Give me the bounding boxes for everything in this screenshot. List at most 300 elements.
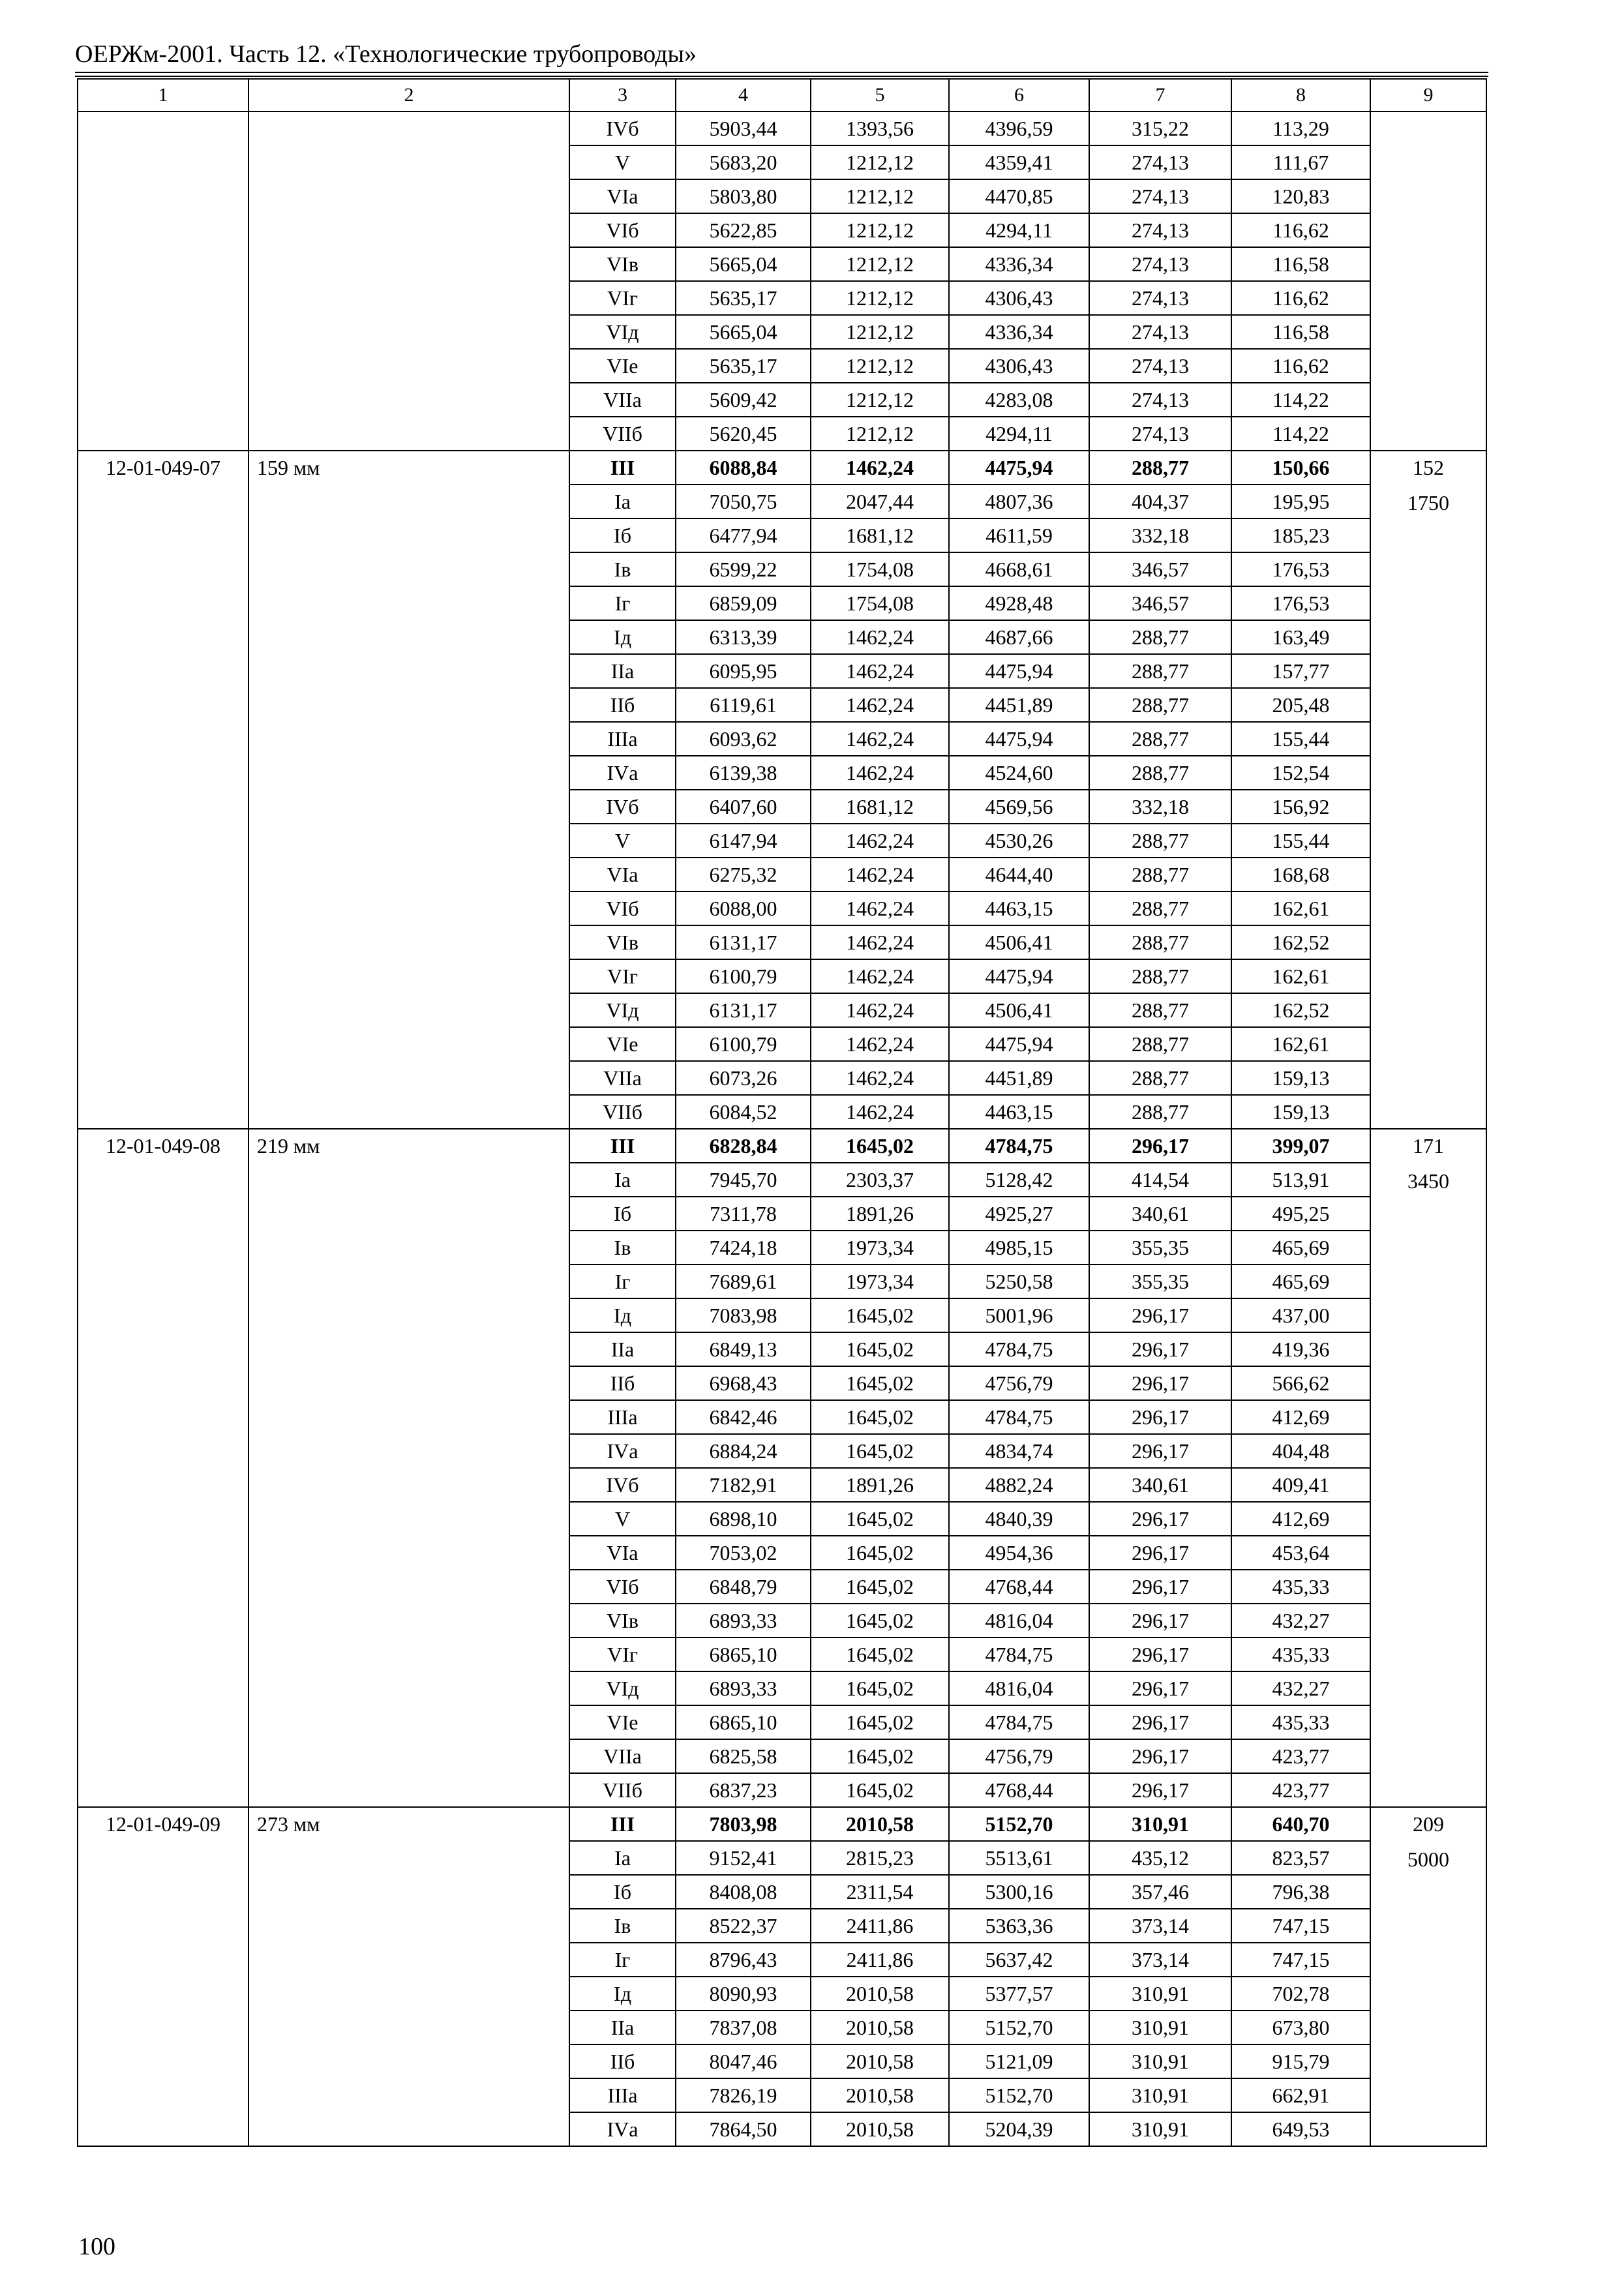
extra-cell [1370, 112, 1486, 451]
value-cell: 162,61 [1231, 1027, 1370, 1061]
value-cell: 162,52 [1231, 993, 1370, 1027]
extra-value: 152 [1413, 456, 1444, 479]
value-cell: Iд [569, 620, 676, 654]
value-cell: 5903,44 [676, 112, 811, 145]
value-cell: 495,25 [1231, 1197, 1370, 1231]
value-cell: 414,54 [1089, 1163, 1231, 1197]
value-cell: Iа [569, 485, 676, 518]
value-cell: VIд [569, 1671, 676, 1705]
value-cell: 5204,39 [949, 2112, 1089, 2146]
value-cell: 114,22 [1231, 417, 1370, 451]
value-cell: VIа [569, 179, 676, 213]
value-cell: 1212,12 [811, 349, 949, 383]
value-cell: 4506,41 [949, 925, 1089, 959]
value-cell: 404,48 [1231, 1434, 1370, 1468]
value-cell: 1645,02 [811, 1638, 949, 1671]
value-cell: 435,33 [1231, 1638, 1370, 1671]
value-cell: Iб [569, 518, 676, 552]
value-cell: 332,18 [1089, 518, 1231, 552]
value-cell: 296,17 [1089, 1298, 1231, 1332]
value-cell: V [569, 824, 676, 858]
value-cell: 1462,24 [811, 722, 949, 756]
value-cell: 4784,75 [949, 1638, 1089, 1671]
value-cell: 4396,59 [949, 112, 1089, 145]
value-cell: 7424,18 [676, 1231, 811, 1264]
value-cell: 162,61 [1231, 959, 1370, 993]
value-cell: 1681,12 [811, 518, 949, 552]
rate-code: 12-01-049-07 [78, 451, 248, 1129]
value-cell: 163,49 [1231, 620, 1370, 654]
value-cell: 152,54 [1231, 756, 1370, 790]
page-number: 100 [78, 2233, 115, 2260]
value-cell: 4807,36 [949, 485, 1089, 518]
value-cell: 702,78 [1231, 1977, 1370, 2011]
value-cell: 1645,02 [811, 1129, 949, 1163]
value-cell: 195,95 [1231, 485, 1370, 518]
name-cell [248, 112, 569, 451]
value-cell: 310,91 [1089, 1807, 1231, 1841]
value-cell: 185,23 [1231, 518, 1370, 552]
value-cell: 5128,42 [949, 1163, 1089, 1197]
value-cell: 7311,78 [676, 1197, 811, 1231]
value-cell: 159,13 [1231, 1095, 1370, 1129]
page-header: ОЕРЖм-2001. Часть 12. «Технологические трубопроводы» [75, 40, 697, 68]
value-cell: 176,53 [1231, 552, 1370, 586]
value-cell: 4451,89 [949, 1061, 1089, 1095]
value-cell: 649,53 [1231, 2112, 1370, 2146]
value-cell: VIг [569, 959, 676, 993]
value-cell: 155,44 [1231, 722, 1370, 756]
table-row [78, 451, 1486, 485]
column-header: 6 [949, 79, 1089, 112]
value-cell: 4768,44 [949, 1773, 1089, 1807]
value-cell: 465,69 [1231, 1264, 1370, 1298]
value-cell: 8408,08 [676, 1875, 811, 1909]
value-cell: 296,17 [1089, 1604, 1231, 1638]
value-cell: 4816,04 [949, 1604, 1089, 1638]
value-cell: 747,15 [1231, 1909, 1370, 1943]
value-cell: 4928,48 [949, 586, 1089, 620]
value-cell: 4784,75 [949, 1332, 1089, 1366]
extra-cell [1370, 1129, 1486, 1807]
value-cell: 355,35 [1089, 1264, 1231, 1298]
value-cell: 9152,41 [676, 1841, 811, 1875]
value-cell: 373,14 [1089, 1909, 1231, 1943]
value-cell: 332,18 [1089, 790, 1231, 824]
value-cell: 274,13 [1089, 213, 1231, 247]
value-cell: 1645,02 [811, 1434, 949, 1468]
value-cell: VIIб [569, 1095, 676, 1129]
value-cell: 4985,15 [949, 1231, 1089, 1264]
value-cell: 1462,24 [811, 824, 949, 858]
value-cell: 2010,58 [811, 2078, 949, 2112]
value-cell: 1212,12 [811, 315, 949, 349]
code-cell [78, 112, 248, 451]
value-cell: 747,15 [1231, 1943, 1370, 1977]
value-cell: 673,80 [1231, 2011, 1370, 2044]
value-cell: 274,13 [1089, 417, 1231, 451]
value-cell: 373,14 [1089, 1943, 1231, 1977]
value-cell: 150,66 [1231, 451, 1370, 485]
rate-code: 12-01-049-08 [78, 1129, 248, 1807]
value-cell: 4611,59 [949, 518, 1089, 552]
value-cell: 5609,42 [676, 383, 811, 417]
value-cell: Iг [569, 1943, 676, 1977]
value-cell: 432,27 [1231, 1671, 1370, 1705]
value-cell: IIIа [569, 1400, 676, 1434]
value-cell: 419,36 [1231, 1332, 1370, 1366]
value-cell: 435,12 [1089, 1841, 1231, 1875]
value-cell: 346,57 [1089, 552, 1231, 586]
value-cell: 1645,02 [811, 1298, 949, 1332]
value-cell: VIIа [569, 1061, 676, 1095]
value-cell: 796,38 [1231, 1875, 1370, 1909]
value-cell: 1212,12 [811, 213, 949, 247]
value-cell: 6313,39 [676, 620, 811, 654]
column-header: 2 [248, 79, 569, 112]
column-header: 3 [569, 79, 676, 112]
value-cell: 513,91 [1231, 1163, 1370, 1197]
value-cell: Iг [569, 586, 676, 620]
value-cell: 6084,52 [676, 1095, 811, 1129]
value-cell: 1462,24 [811, 688, 949, 722]
value-cell: VIIб [569, 1773, 676, 1807]
value-cell: 6073,26 [676, 1061, 811, 1095]
value-cell: 114,22 [1231, 383, 1370, 417]
value-cell: 274,13 [1089, 179, 1231, 213]
value-cell: 4784,75 [949, 1400, 1089, 1434]
value-cell: 157,77 [1231, 654, 1370, 688]
value-cell: 423,77 [1231, 1773, 1370, 1807]
value-cell: IVа [569, 756, 676, 790]
value-cell: 4475,94 [949, 1027, 1089, 1061]
value-cell: 5622,85 [676, 213, 811, 247]
value-cell: 7803,98 [676, 1807, 811, 1841]
value-cell: 1645,02 [811, 1773, 949, 1807]
value-cell: 6093,62 [676, 722, 811, 756]
value-cell: 2010,58 [811, 2011, 949, 2044]
value-cell: 1212,12 [811, 247, 949, 281]
value-cell: 6842,46 [676, 1400, 811, 1434]
value-cell: 1681,12 [811, 790, 949, 824]
value-cell: 288,77 [1089, 959, 1231, 993]
value-cell: 2010,58 [811, 2044, 949, 2078]
value-cell: 288,77 [1089, 824, 1231, 858]
table-row [78, 1807, 1486, 1841]
value-cell: 4834,74 [949, 1434, 1089, 1468]
value-cell: IVа [569, 2112, 676, 2146]
value-cell: Iв [569, 1909, 676, 1943]
value-cell: V [569, 1502, 676, 1536]
value-cell: 6119,61 [676, 688, 811, 722]
value-cell: 1462,24 [811, 620, 949, 654]
value-cell: 2311,54 [811, 1875, 949, 1909]
value-cell: 5001,96 [949, 1298, 1089, 1332]
value-cell: 4644,40 [949, 858, 1089, 891]
value-cell: 404,37 [1089, 485, 1231, 518]
value-cell: 1462,24 [811, 1061, 949, 1095]
value-cell: 5513,61 [949, 1841, 1089, 1875]
value-cell: 1462,24 [811, 925, 949, 959]
value-cell: VIг [569, 1638, 676, 1671]
value-cell: 4756,79 [949, 1739, 1089, 1773]
value-cell: 2047,44 [811, 485, 949, 518]
value-cell: 5363,36 [949, 1909, 1089, 1943]
value-cell: 6898,10 [676, 1502, 811, 1536]
value-cell: 296,17 [1089, 1570, 1231, 1604]
value-cell: 4475,94 [949, 451, 1089, 485]
value-cell: 437,00 [1231, 1298, 1370, 1332]
value-cell: IVб [569, 790, 676, 824]
value-cell: 5665,04 [676, 315, 811, 349]
value-cell: 6893,33 [676, 1671, 811, 1705]
value-cell: Iг [569, 1264, 676, 1298]
value-cell: 159,13 [1231, 1061, 1370, 1095]
value-cell: 5250,58 [949, 1264, 1089, 1298]
value-cell: 4954,36 [949, 1536, 1089, 1570]
column-header: 1 [78, 79, 248, 112]
value-cell: 4768,44 [949, 1570, 1089, 1604]
column-header-row [78, 79, 1486, 112]
value-cell: 1645,02 [811, 1604, 949, 1638]
value-cell: VIг [569, 281, 676, 315]
value-cell: 116,58 [1231, 315, 1370, 349]
value-cell: 399,07 [1231, 1129, 1370, 1163]
value-cell: Iб [569, 1197, 676, 1231]
value-cell: IIа [569, 1332, 676, 1366]
value-cell: 6139,38 [676, 756, 811, 790]
value-cell: 116,62 [1231, 213, 1370, 247]
value-cell: 296,17 [1089, 1434, 1231, 1468]
value-cell: 7050,75 [676, 485, 811, 518]
value-cell: VIе [569, 1705, 676, 1739]
value-cell: 296,17 [1089, 1129, 1231, 1163]
value-cell: 465,69 [1231, 1231, 1370, 1264]
value-cell: 566,62 [1231, 1366, 1370, 1400]
value-cell: 274,13 [1089, 145, 1231, 179]
value-cell: 1462,24 [811, 1095, 949, 1129]
value-cell: 288,77 [1089, 722, 1231, 756]
value-cell: 2411,86 [811, 1943, 949, 1977]
value-cell: 296,17 [1089, 1739, 1231, 1773]
value-cell: 2010,58 [811, 1807, 949, 1841]
value-cell: 8090,93 [676, 1977, 811, 2011]
value-cell: 6865,10 [676, 1705, 811, 1739]
value-cell: 1645,02 [811, 1739, 949, 1773]
value-cell: 4336,34 [949, 247, 1089, 281]
value-cell: 1462,24 [811, 756, 949, 790]
value-cell: 288,77 [1089, 925, 1231, 959]
value-cell: 412,69 [1231, 1502, 1370, 1536]
value-cell: 7837,08 [676, 2011, 811, 2044]
value-cell: V [569, 145, 676, 179]
value-cell: VIв [569, 925, 676, 959]
rates-table [77, 78, 1487, 2147]
value-cell: 1645,02 [811, 1536, 949, 1570]
value-cell: Iд [569, 1298, 676, 1332]
value-cell: 296,17 [1089, 1705, 1231, 1739]
value-cell: 5665,04 [676, 247, 811, 281]
value-cell: 1212,12 [811, 383, 949, 417]
value-cell: 4840,39 [949, 1502, 1089, 1536]
value-cell: 288,77 [1089, 451, 1231, 485]
value-cell: IIа [569, 2011, 676, 2044]
value-cell: 1393,56 [811, 112, 949, 145]
value-cell: 6865,10 [676, 1638, 811, 1671]
value-cell: 288,77 [1089, 654, 1231, 688]
value-cell: 296,17 [1089, 1400, 1231, 1434]
value-cell: 1754,08 [811, 552, 949, 586]
value-cell: 288,77 [1089, 688, 1231, 722]
value-cell: VIIб [569, 417, 676, 451]
value-cell: 1462,24 [811, 891, 949, 925]
value-cell: III [569, 1129, 676, 1163]
value-cell: 4530,26 [949, 824, 1089, 858]
value-cell: 1462,24 [811, 654, 949, 688]
value-cell: 288,77 [1089, 1095, 1231, 1129]
extra-value: 1750 [1407, 491, 1449, 515]
pipe-diameter: 273 мм [248, 1807, 569, 2146]
value-cell: 4283,08 [949, 383, 1089, 417]
value-cell: 1462,24 [811, 1027, 949, 1061]
value-cell: 288,77 [1089, 620, 1231, 654]
value-cell: IIб [569, 2044, 676, 2078]
value-cell: 432,27 [1231, 1604, 1370, 1638]
value-cell: 5377,57 [949, 1977, 1089, 2011]
value-cell: 1462,24 [811, 959, 949, 993]
value-cell: 4306,43 [949, 349, 1089, 383]
value-cell: 1645,02 [811, 1366, 949, 1400]
value-cell: 1645,02 [811, 1502, 949, 1536]
value-cell: 6100,79 [676, 1027, 811, 1061]
value-cell: 915,79 [1231, 2044, 1370, 2078]
value-cell: 6131,17 [676, 993, 811, 1027]
value-cell: 4475,94 [949, 654, 1089, 688]
value-cell: 435,33 [1231, 1705, 1370, 1739]
value-cell: 116,62 [1231, 349, 1370, 383]
value-cell: 310,91 [1089, 1977, 1231, 2011]
value-cell: 8522,37 [676, 1909, 811, 1943]
value-cell: VIб [569, 213, 676, 247]
value-cell: 274,13 [1089, 349, 1231, 383]
value-cell: 5620,45 [676, 417, 811, 451]
value-cell: 6825,58 [676, 1739, 811, 1773]
value-cell: 296,17 [1089, 1366, 1231, 1400]
value-cell: IIIа [569, 722, 676, 756]
value-cell: 274,13 [1089, 247, 1231, 281]
value-cell: 6848,79 [676, 1570, 811, 1604]
value-cell: 1212,12 [811, 417, 949, 451]
value-cell: 1462,24 [811, 858, 949, 891]
value-cell: 1212,12 [811, 145, 949, 179]
value-cell: IIIа [569, 2078, 676, 2112]
value-cell: 435,33 [1231, 1570, 1370, 1604]
value-cell: 4784,75 [949, 1129, 1089, 1163]
value-cell: 6407,60 [676, 790, 811, 824]
table-row [78, 112, 1486, 145]
value-cell: 274,13 [1089, 281, 1231, 315]
value-cell: IVб [569, 1468, 676, 1502]
value-cell: 4451,89 [949, 688, 1089, 722]
value-cell: 315,22 [1089, 112, 1231, 145]
value-cell: 823,57 [1231, 1841, 1370, 1875]
value-cell: Iа [569, 1841, 676, 1875]
value-cell: 6599,22 [676, 552, 811, 586]
value-cell: 1212,12 [811, 281, 949, 315]
value-cell: 4463,15 [949, 1095, 1089, 1129]
value-cell: 4306,43 [949, 281, 1089, 315]
value-cell: 640,70 [1231, 1807, 1370, 1841]
value-cell: 4784,75 [949, 1705, 1089, 1739]
value-cell: 176,53 [1231, 586, 1370, 620]
value-cell: VIб [569, 1570, 676, 1604]
value-cell: 6088,84 [676, 451, 811, 485]
value-cell: VIб [569, 891, 676, 925]
value-cell: 357,46 [1089, 1875, 1231, 1909]
value-cell: 4882,24 [949, 1468, 1089, 1502]
value-cell: 2010,58 [811, 2112, 949, 2146]
column-header: 9 [1370, 79, 1486, 112]
value-cell: 205,48 [1231, 688, 1370, 722]
value-cell: VIIа [569, 1739, 676, 1773]
value-cell: 4359,41 [949, 145, 1089, 179]
value-cell: VIв [569, 247, 676, 281]
rate-code: 12-01-049-09 [78, 1807, 248, 2146]
value-cell: 453,64 [1231, 1536, 1370, 1570]
value-cell: 6088,00 [676, 891, 811, 925]
value-cell: 1645,02 [811, 1570, 949, 1604]
column-header: 8 [1231, 79, 1370, 112]
value-cell: VIд [569, 315, 676, 349]
value-cell: IIа [569, 654, 676, 688]
value-cell: 7945,70 [676, 1163, 811, 1197]
value-cell: 1462,24 [811, 451, 949, 485]
value-cell: 1645,02 [811, 1671, 949, 1705]
value-cell: 6131,17 [676, 925, 811, 959]
value-cell: 4463,15 [949, 891, 1089, 925]
value-cell: 409,41 [1231, 1468, 1370, 1502]
value-cell: III [569, 1807, 676, 1841]
value-cell: 1891,26 [811, 1468, 949, 1502]
value-cell: Iв [569, 1231, 676, 1264]
value-cell: 2010,58 [811, 1977, 949, 2011]
value-cell: 6884,24 [676, 1434, 811, 1468]
value-cell: VIе [569, 1027, 676, 1061]
value-cell: 6477,94 [676, 518, 811, 552]
value-cell: 7053,02 [676, 1536, 811, 1570]
value-cell: 6095,95 [676, 654, 811, 688]
header-rule [75, 76, 1488, 77]
value-cell: 4294,11 [949, 417, 1089, 451]
value-cell: 1973,34 [811, 1231, 949, 1264]
value-cell: 296,17 [1089, 1502, 1231, 1536]
value-cell: 6100,79 [676, 959, 811, 993]
value-cell: 5637,42 [949, 1943, 1089, 1977]
value-cell: 111,67 [1231, 145, 1370, 179]
value-cell: 5152,70 [949, 2011, 1089, 2044]
header-rule [75, 72, 1488, 73]
value-cell: 4816,04 [949, 1671, 1089, 1705]
value-cell: 155,44 [1231, 824, 1370, 858]
value-cell: 274,13 [1089, 383, 1231, 417]
value-cell: 7182,91 [676, 1468, 811, 1502]
value-cell: 2303,37 [811, 1163, 949, 1197]
value-cell: 6828,84 [676, 1129, 811, 1163]
value-cell: 7826,19 [676, 2078, 811, 2112]
value-cell: 2411,86 [811, 1909, 949, 1943]
value-cell: 1891,26 [811, 1197, 949, 1231]
value-cell: 310,91 [1089, 2044, 1231, 2078]
